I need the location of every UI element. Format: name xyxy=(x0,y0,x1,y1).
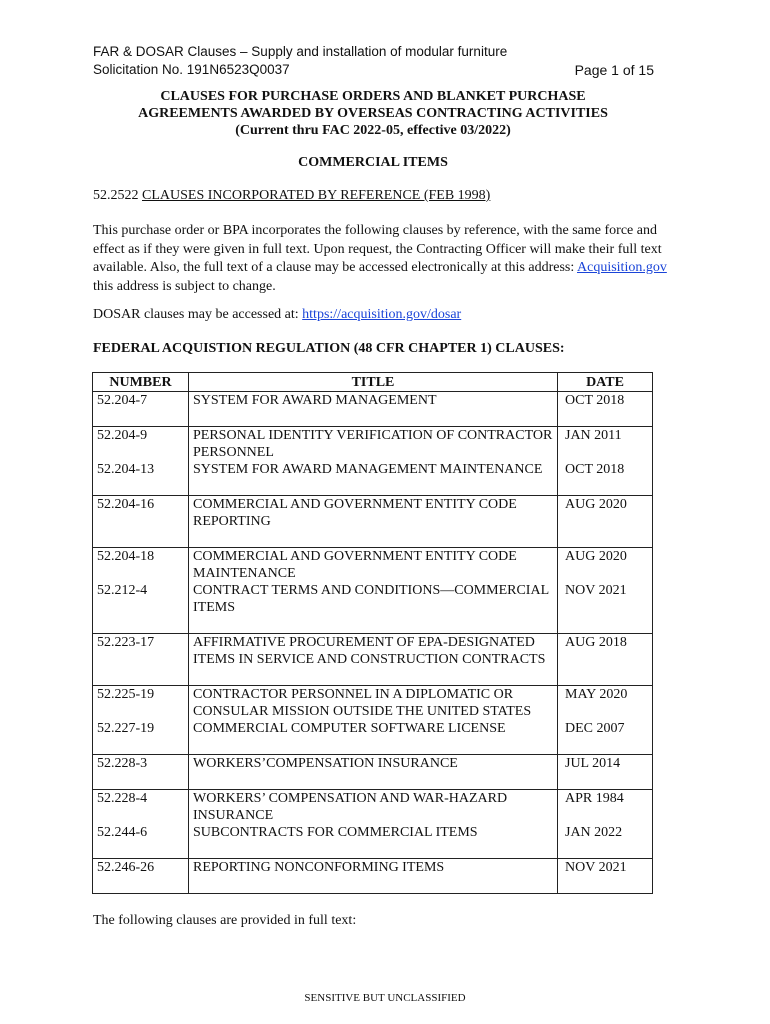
clause-title: SYSTEM FOR AWARD MANAGEMENT xyxy=(193,393,437,408)
clause-heading xyxy=(93,188,490,204)
clause-date: NOV 2021 xyxy=(565,583,627,598)
row-spacer xyxy=(97,737,184,754)
clause-title: COMMERCIAL AND GOVERNMENT ENTITY CODE REPORTING xyxy=(193,497,517,529)
cell-number xyxy=(93,548,189,634)
row-spacer xyxy=(565,737,648,754)
cell-title xyxy=(189,686,558,755)
far-heading: FEDERAL ACQUISTION REGULATION (48 CFR CHAPTER 1) CLAUSES: xyxy=(93,341,565,356)
row-spacer xyxy=(193,616,553,633)
cell-number xyxy=(93,859,189,894)
clause-date: OCT 2018 xyxy=(565,393,625,408)
clause-date: MAY 2020 xyxy=(565,687,628,702)
cell-date xyxy=(558,755,653,790)
row-spacer xyxy=(97,668,184,685)
cell-date xyxy=(558,686,653,755)
clause-date: JUL 2014 xyxy=(565,756,621,771)
running-header-title: FAR & DOSAR Clauses – Supply and installation of modular furniture xyxy=(93,44,508,59)
cell-number xyxy=(93,790,189,859)
clause-title: AFFIRMATIVE PROCUREMENT OF EPA-DESIGNATED ITEMS IN SERVICE AND CONSTRUCTION CONTRACTS xyxy=(193,635,546,667)
row-spacer xyxy=(97,841,184,858)
intro-paragraph xyxy=(93,222,673,296)
clause-number: 52.223-17 xyxy=(97,635,155,650)
clause-title: COMMERCIAL COMPUTER SOFTWARE LICENSE xyxy=(193,721,506,736)
row-spacer xyxy=(193,530,553,547)
table-row xyxy=(93,859,653,894)
row-spacer xyxy=(565,409,648,426)
row-spacer xyxy=(565,616,648,633)
clause-date: AUG 2020 xyxy=(565,497,627,512)
full-text-note: The following clauses are provided in full text: xyxy=(93,913,357,928)
clause-title: SUBCONTRACTS FOR COMMERCIAL ITEMS xyxy=(193,825,478,840)
clauses-table xyxy=(92,372,653,894)
cell-number xyxy=(93,496,189,548)
row-spacer xyxy=(193,409,553,426)
clause-date: OCT 2018 xyxy=(565,462,625,477)
clause-date: AUG 2018 xyxy=(565,635,627,650)
row-spacer xyxy=(97,409,184,426)
cell-title xyxy=(189,755,558,790)
clause-number: 52.246-26 xyxy=(97,860,155,875)
title-line-3: (Current thru FAC 2022-05, effective 03/2022) xyxy=(235,123,511,138)
cell-title xyxy=(189,790,558,859)
cell-date xyxy=(558,496,653,548)
row-spacer xyxy=(565,530,648,547)
header-number: NUMBER xyxy=(93,373,189,392)
row-spacer xyxy=(565,668,648,685)
clause-title: WORKERS’COMPENSATION INSURANCE xyxy=(193,756,458,771)
table-row xyxy=(93,634,653,686)
clause-title: SYSTEM FOR AWARD MANAGEMENT MAINTENANCE xyxy=(193,462,543,477)
cell-date xyxy=(558,427,653,496)
cell-number xyxy=(93,427,189,496)
clause-number: 52.2522 xyxy=(93,188,139,203)
row-spacer xyxy=(565,478,648,495)
classification-marking: SENSITIVE BUT UNCLASSIFIED xyxy=(304,992,466,1004)
cell-number xyxy=(93,392,189,427)
clause-number: 52.204-7 xyxy=(97,393,148,408)
dosar-line xyxy=(93,307,461,323)
clause-number: 52.228-4 xyxy=(97,791,148,806)
cell-date xyxy=(558,392,653,427)
row-spacer xyxy=(97,478,184,495)
clause-date: APR 1984 xyxy=(565,791,624,806)
clause-date: DEC 2007 xyxy=(565,721,625,736)
clause-date: JAN 2011 xyxy=(565,428,622,443)
table-row xyxy=(93,548,653,634)
header-date: DATE xyxy=(558,373,653,392)
dosar-label: DOSAR clauses may be accessed at: xyxy=(93,307,303,322)
table-row xyxy=(93,790,653,859)
cell-number xyxy=(93,755,189,790)
cell-date xyxy=(558,859,653,894)
row-spacer xyxy=(97,772,184,789)
cell-date xyxy=(558,634,653,686)
clause-date: AUG 2020 xyxy=(565,549,627,564)
clause-title: PERSONAL IDENTITY VERIFICATION OF CONTRACTOR PERSONNEL xyxy=(193,428,553,460)
clause-title: CONTRACT TERMS AND CONDITIONS—COMMERCIAL ITEMS xyxy=(193,583,549,615)
table-row xyxy=(93,755,653,790)
cell-title xyxy=(189,859,558,894)
cell-title xyxy=(189,392,558,427)
clause-date: JAN 2022 xyxy=(565,825,623,840)
cell-date xyxy=(558,548,653,634)
cell-date xyxy=(558,790,653,859)
row-spacer xyxy=(193,478,553,495)
title-line-1: CLAUSES FOR PURCHASE ORDERS AND BLANKET PURCHASE xyxy=(160,89,586,104)
clause-number: 52.225-19 xyxy=(97,687,155,702)
row-spacer xyxy=(565,772,648,789)
page-number: Page 1 of 15 xyxy=(574,62,654,78)
clause-title: REPORTING NONCONFORMING ITEMS xyxy=(193,860,445,875)
cell-title xyxy=(189,496,558,548)
cell-title xyxy=(189,634,558,686)
header-title: TITLE xyxy=(189,373,558,392)
clause-title: CONTRACTOR PERSONNEL IN A DIPLOMATIC OR CONSULAR MISSION OUTSIDE THE UNITED STATES xyxy=(193,687,532,719)
cell-title xyxy=(189,548,558,634)
acquisition-gov-link[interactable]: Acquisition.gov xyxy=(577,260,667,275)
row-spacer xyxy=(193,876,553,893)
section-subtitle: COMMERCIAL ITEMS xyxy=(298,155,448,170)
dosar-link[interactable]: https://acquisition.gov/dosar xyxy=(302,307,462,322)
table-row xyxy=(93,496,653,548)
row-spacer xyxy=(193,737,553,754)
table-body xyxy=(93,392,653,894)
table-row xyxy=(93,686,653,755)
document-title xyxy=(93,88,653,139)
row-spacer xyxy=(565,876,648,893)
clause-number: 52.228-3 xyxy=(97,756,148,771)
row-spacer xyxy=(193,668,553,685)
title-line-2: AGREEMENTS AWARDED BY OVERSEAS CONTRACTING ACTIVITIES xyxy=(138,106,608,121)
row-spacer xyxy=(97,616,184,633)
row-spacer xyxy=(97,876,184,893)
clause-title: COMMERCIAL AND GOVERNMENT ENTITY CODE MAINTENANCE xyxy=(193,549,517,581)
clause-number: 52.204-18 xyxy=(97,549,155,564)
row-spacer xyxy=(97,530,184,547)
intro-text: This purchase order or BPA incorporates the following clauses by reference, with the same force and effect as if they were given in full text. Upon request, the Contracting Officer will make their full text available. Also, the full text of a clause may be accessed electronically at this address: xyxy=(93,223,662,275)
table-row xyxy=(93,427,653,496)
clause-name: CLAUSES INCORPORATED BY REFERENCE (FEB 1998) xyxy=(142,188,491,203)
table-row xyxy=(93,392,653,427)
cell-number xyxy=(93,686,189,755)
row-spacer xyxy=(565,841,648,858)
solicitation-number: Solicitation No. 191N6523Q0037 xyxy=(93,62,290,77)
clause-number: 52.204-9 xyxy=(97,428,148,443)
intro-text-after: this address is subject to change. xyxy=(93,278,276,294)
cell-title xyxy=(189,427,558,496)
clause-number: 52.227-19 xyxy=(97,721,155,736)
clause-number: 52.204-16 xyxy=(97,497,155,512)
row-spacer xyxy=(193,841,553,858)
clause-number: 52.204-13 xyxy=(97,462,155,477)
clause-number: 52.244-6 xyxy=(97,825,148,840)
row-spacer xyxy=(193,772,553,789)
table-header-row xyxy=(93,373,653,392)
cell-number xyxy=(93,634,189,686)
clause-number: 52.212-4 xyxy=(97,583,148,598)
clause-date: NOV 2021 xyxy=(565,860,627,875)
clause-title: WORKERS’ COMPENSATION AND WAR-HAZARD INSURANCE xyxy=(193,791,508,823)
